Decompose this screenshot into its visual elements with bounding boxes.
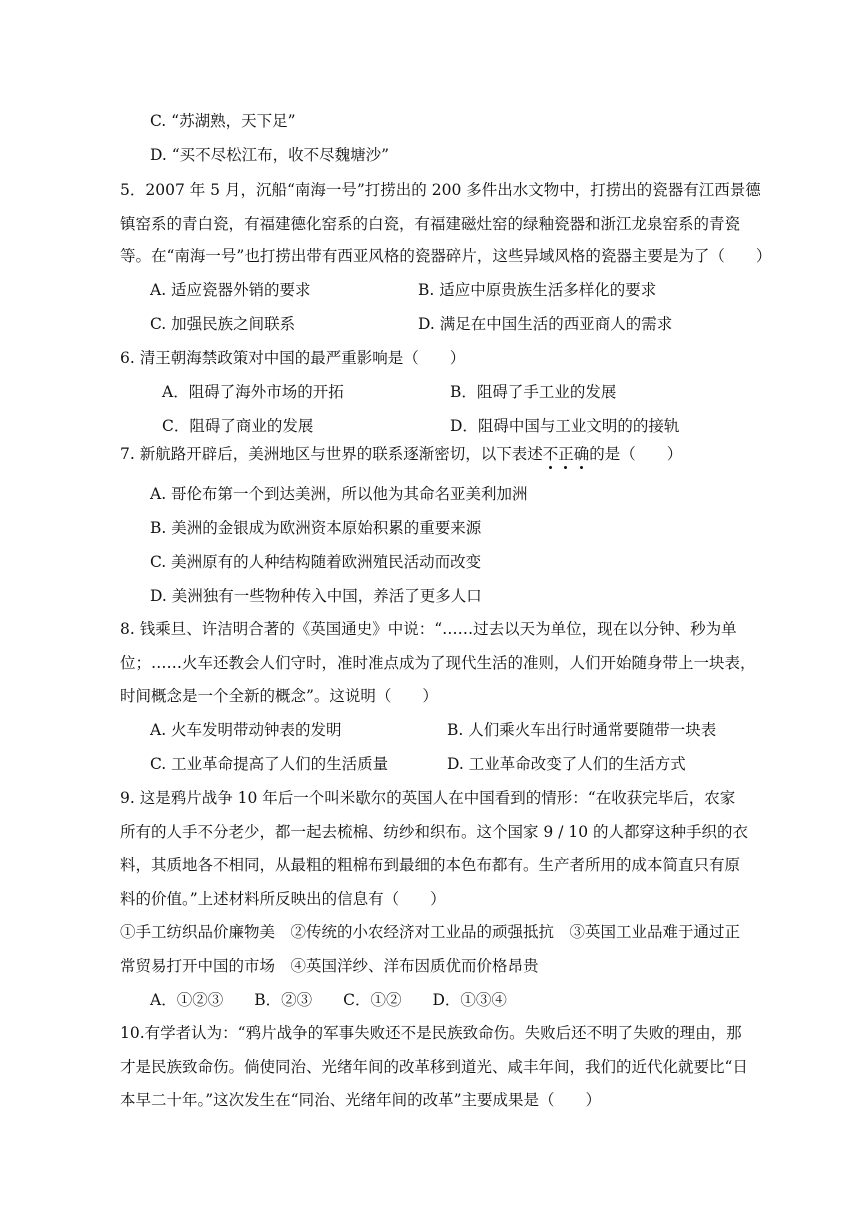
q9-stem-line1: 9. 这是鸦片战争 10 年后一个叫米歇尔的英国人在中国看到的情形：“在收获完毕后，农家	[120, 789, 736, 807]
q5-stem-line3: 等。在“南海一号”也打捞出带有西亚风格的瓷器碎片，这些异域风格的瓷器主要是为了（ ）	[120, 247, 772, 265]
q5-option-c: C. 加强民族之间联系	[150, 315, 296, 333]
q6-option-b: B．阻碍了手工业的发展	[450, 383, 617, 401]
q8-stem-line1: 8. 钱乘旦、许洁明合著的《英国通史》中说：“……过去以天为单位，现在以分钟、秒为单	[120, 620, 737, 638]
q9-stem-line4: 料的价值。”上述材料所反映出的信息有（ ）	[120, 890, 446, 908]
q6-option-d: D．阻碍中国与工业文明的的接轨	[450, 417, 680, 435]
q5-stem-line1: 5．2007 年 5 月，沉船“南海一号”打捞出的 200 多件出水文物中，打捞出的瓷器有江西景德	[120, 181, 761, 199]
q7-stem	[120, 443, 682, 465]
q5-stem-line2: 镇窑系的青白瓷，有福建德化窑系的白瓷，有福建磁灶窑的绿釉瓷器和浙江龙泉窑系的青瓷	[120, 215, 741, 233]
q9-items-line1: ①手工纺织品价廉物美 ②传统的小农经济对工业品的顽强抵抗 ③英国工业品难于通过正	[120, 923, 741, 941]
q10-stem-line2: 才是民族致命伤。倘使同治、光绪年间的改革移到道光、咸丰年间，我们的近代化就要比“日	[120, 1058, 748, 1076]
q7-emphasis-char: 不	[542, 445, 559, 463]
q6-stem: 6. 清王朝海禁政策对中国的最严重影响是（ ）	[120, 349, 466, 367]
q7-option-c: C. 美洲原有的人种结构随着欧洲殖民活动而改变	[150, 553, 482, 571]
q6-option-a: A．阻碍了海外市场的开拓	[162, 383, 344, 401]
q4-option-d: D. “买不尽松江布，收不尽魏塘沙”	[150, 146, 390, 164]
q7-emphasis-char: 确	[573, 445, 590, 463]
q7-option-d: D. 美洲独有一些物种传入中国，养活了更多人口	[150, 587, 482, 605]
q4-option-c: C. “苏湖熟，天下足”	[150, 112, 296, 130]
q7-option-a: A. 哥伦布第一个到达美洲，所以他为其命名亚美利加洲	[150, 485, 528, 503]
q8-stem-line2: 位；……火车还教会人们守时，准时准点成为了现代生活的准则，人们开始随身带上一块表，	[120, 654, 756, 672]
q8-option-c: C. 工业革命提高了人们的生活质量	[150, 755, 389, 773]
q5-option-d: D. 满足在中国生活的西亚商人的需求	[418, 315, 673, 333]
q8-option-b: B. 人们乘火车出行时通常要随带一块表	[447, 721, 717, 739]
q10-stem-line1: 10.有学者认为：“鸦片战争的军事失败还不是民族致命伤。失败后还不明了失败的理由，那	[120, 1024, 742, 1042]
q5-option-b: B. 适应中原贵族生活多样化的要求	[418, 281, 657, 299]
q5-option-a: A. 适应瓷器外销的要求	[150, 281, 311, 299]
q6-option-c: C．阻碍了商业的发展	[162, 417, 314, 435]
q9-stem-line3: 料，其质地各不相同，从最粗的粗棉布到最细的本色布都有。生产者所用的成本简直只有原	[120, 856, 741, 874]
q7-option-b: B. 美洲的金银成为欧洲资本原始积累的重要来源	[150, 519, 482, 537]
q9-stem-line2: 所有的人手不分老少，都一起去梳棉、纺纱和织布。这个国家 9 / 10 的人都穿这种手织的衣	[120, 823, 749, 841]
q8-option-a: A. 火车发明带动钟表的发明	[150, 721, 342, 739]
q8-option-d: D. 工业革命改变了人们的生活方式	[447, 755, 686, 773]
q7-stem-pre: 7. 新航路开辟后，美洲地区与世界的联系逐渐密切，以下表述	[120, 445, 543, 463]
q9-items-line2: 常贸易打开中国的市场 ④英国洋纱、洋布因质优而价格昂贵	[120, 957, 539, 975]
q7-stem-post: 的是（ ）	[589, 445, 683, 463]
q7-emphasis-char: 正	[558, 445, 574, 463]
q10-stem-line3: 本早二十年。”这次发生在“同治、光绪年间的改革”主要成果是（ ）	[120, 1091, 602, 1109]
q7-stem-emphasis	[543, 445, 590, 463]
q8-stem-line3: 时间概念是一个全新的概念”。这说明（ ）	[120, 687, 438, 705]
q9-options: A．①②③ B．②③ C．①② D．①③④	[150, 991, 507, 1009]
